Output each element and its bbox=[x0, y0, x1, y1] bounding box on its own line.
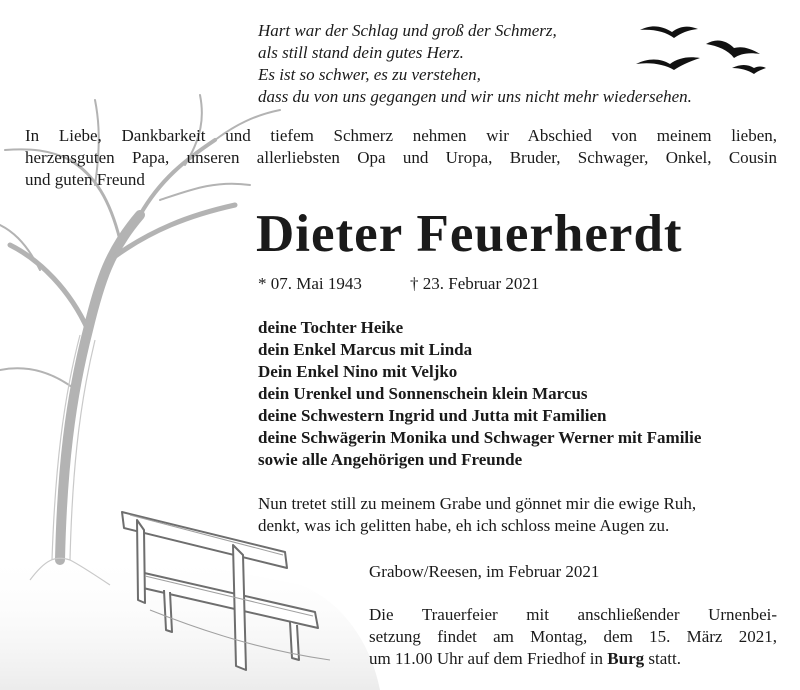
funeral-service-info bbox=[369, 604, 777, 670]
intro-line: und guten Freund bbox=[25, 170, 145, 189]
poem-line: dass du von uns gegangen und wir uns nicht mehr wiedersehen. bbox=[258, 87, 692, 106]
mourner-entry: dein Enkel Marcus mit Linda bbox=[258, 340, 473, 359]
closing-verse bbox=[258, 493, 696, 537]
mourner-entry: dein Urenkel und Sonnenschein klein Marcus bbox=[258, 384, 588, 403]
ground-haze bbox=[0, 552, 380, 690]
mourner-entry: deine Tochter Heike bbox=[258, 318, 404, 337]
place-and-date: Grabow/Reesen, im Februar 2021 bbox=[369, 562, 600, 581]
cemetery-location: Burg bbox=[607, 649, 645, 668]
service-line: Die Trauerfeier mit anschließender Urnenbei- bbox=[369, 605, 777, 624]
deceased-name: Dieter Feuerherdt bbox=[256, 205, 683, 263]
mourner-entry: Dein Enkel Nino mit Veljko bbox=[258, 362, 458, 381]
birth-date: * 07. Mai 1943 bbox=[258, 274, 362, 293]
service-line bbox=[369, 648, 777, 670]
mourner-entry: deine Schwestern Ingrid und Jutta mit Familien bbox=[258, 406, 607, 425]
intro-line: In Liebe, Dankbarkeit und tiefem Schmerz nehmen wir Abschied von meinem lieben, bbox=[25, 126, 777, 145]
opening-poem bbox=[258, 20, 778, 108]
intro-line: herzensguten Papa, unseren allerliebsten Opa und Uropa, Bruder, Schwager, Onkel, Cousin bbox=[25, 148, 777, 167]
service-line: setzung findet am Montag, dem 15. März 2021, bbox=[369, 627, 777, 646]
poem-line: Es ist so schwer, es zu verstehen, bbox=[258, 65, 481, 84]
mourner-entry: sowie alle Angehörigen und Freunde bbox=[258, 450, 523, 469]
service-text: statt. bbox=[644, 649, 681, 668]
life-dates bbox=[258, 273, 540, 295]
poem-line: Hart war der Schlag und groß der Schmerz, bbox=[258, 21, 557, 40]
service-text: um 11.00 Uhr auf dem Friedhof in bbox=[369, 649, 608, 668]
death-date: † 23. Februar 2021 bbox=[410, 274, 540, 293]
verse-line: Nun tretet still zu meinem Grabe und gönnet mir die ewige Ruh, bbox=[258, 494, 697, 513]
mourners-list bbox=[258, 317, 701, 471]
farewell-intro bbox=[25, 125, 777, 191]
mourner-entry: deine Schwägerin Monika und Schwager Werner mit Familie bbox=[258, 428, 702, 447]
verse-line: denkt, was ich gelitten habe, eh ich schloss meine Augen zu. bbox=[258, 516, 670, 535]
poem-line: als still stand dein gutes Herz. bbox=[258, 43, 464, 62]
